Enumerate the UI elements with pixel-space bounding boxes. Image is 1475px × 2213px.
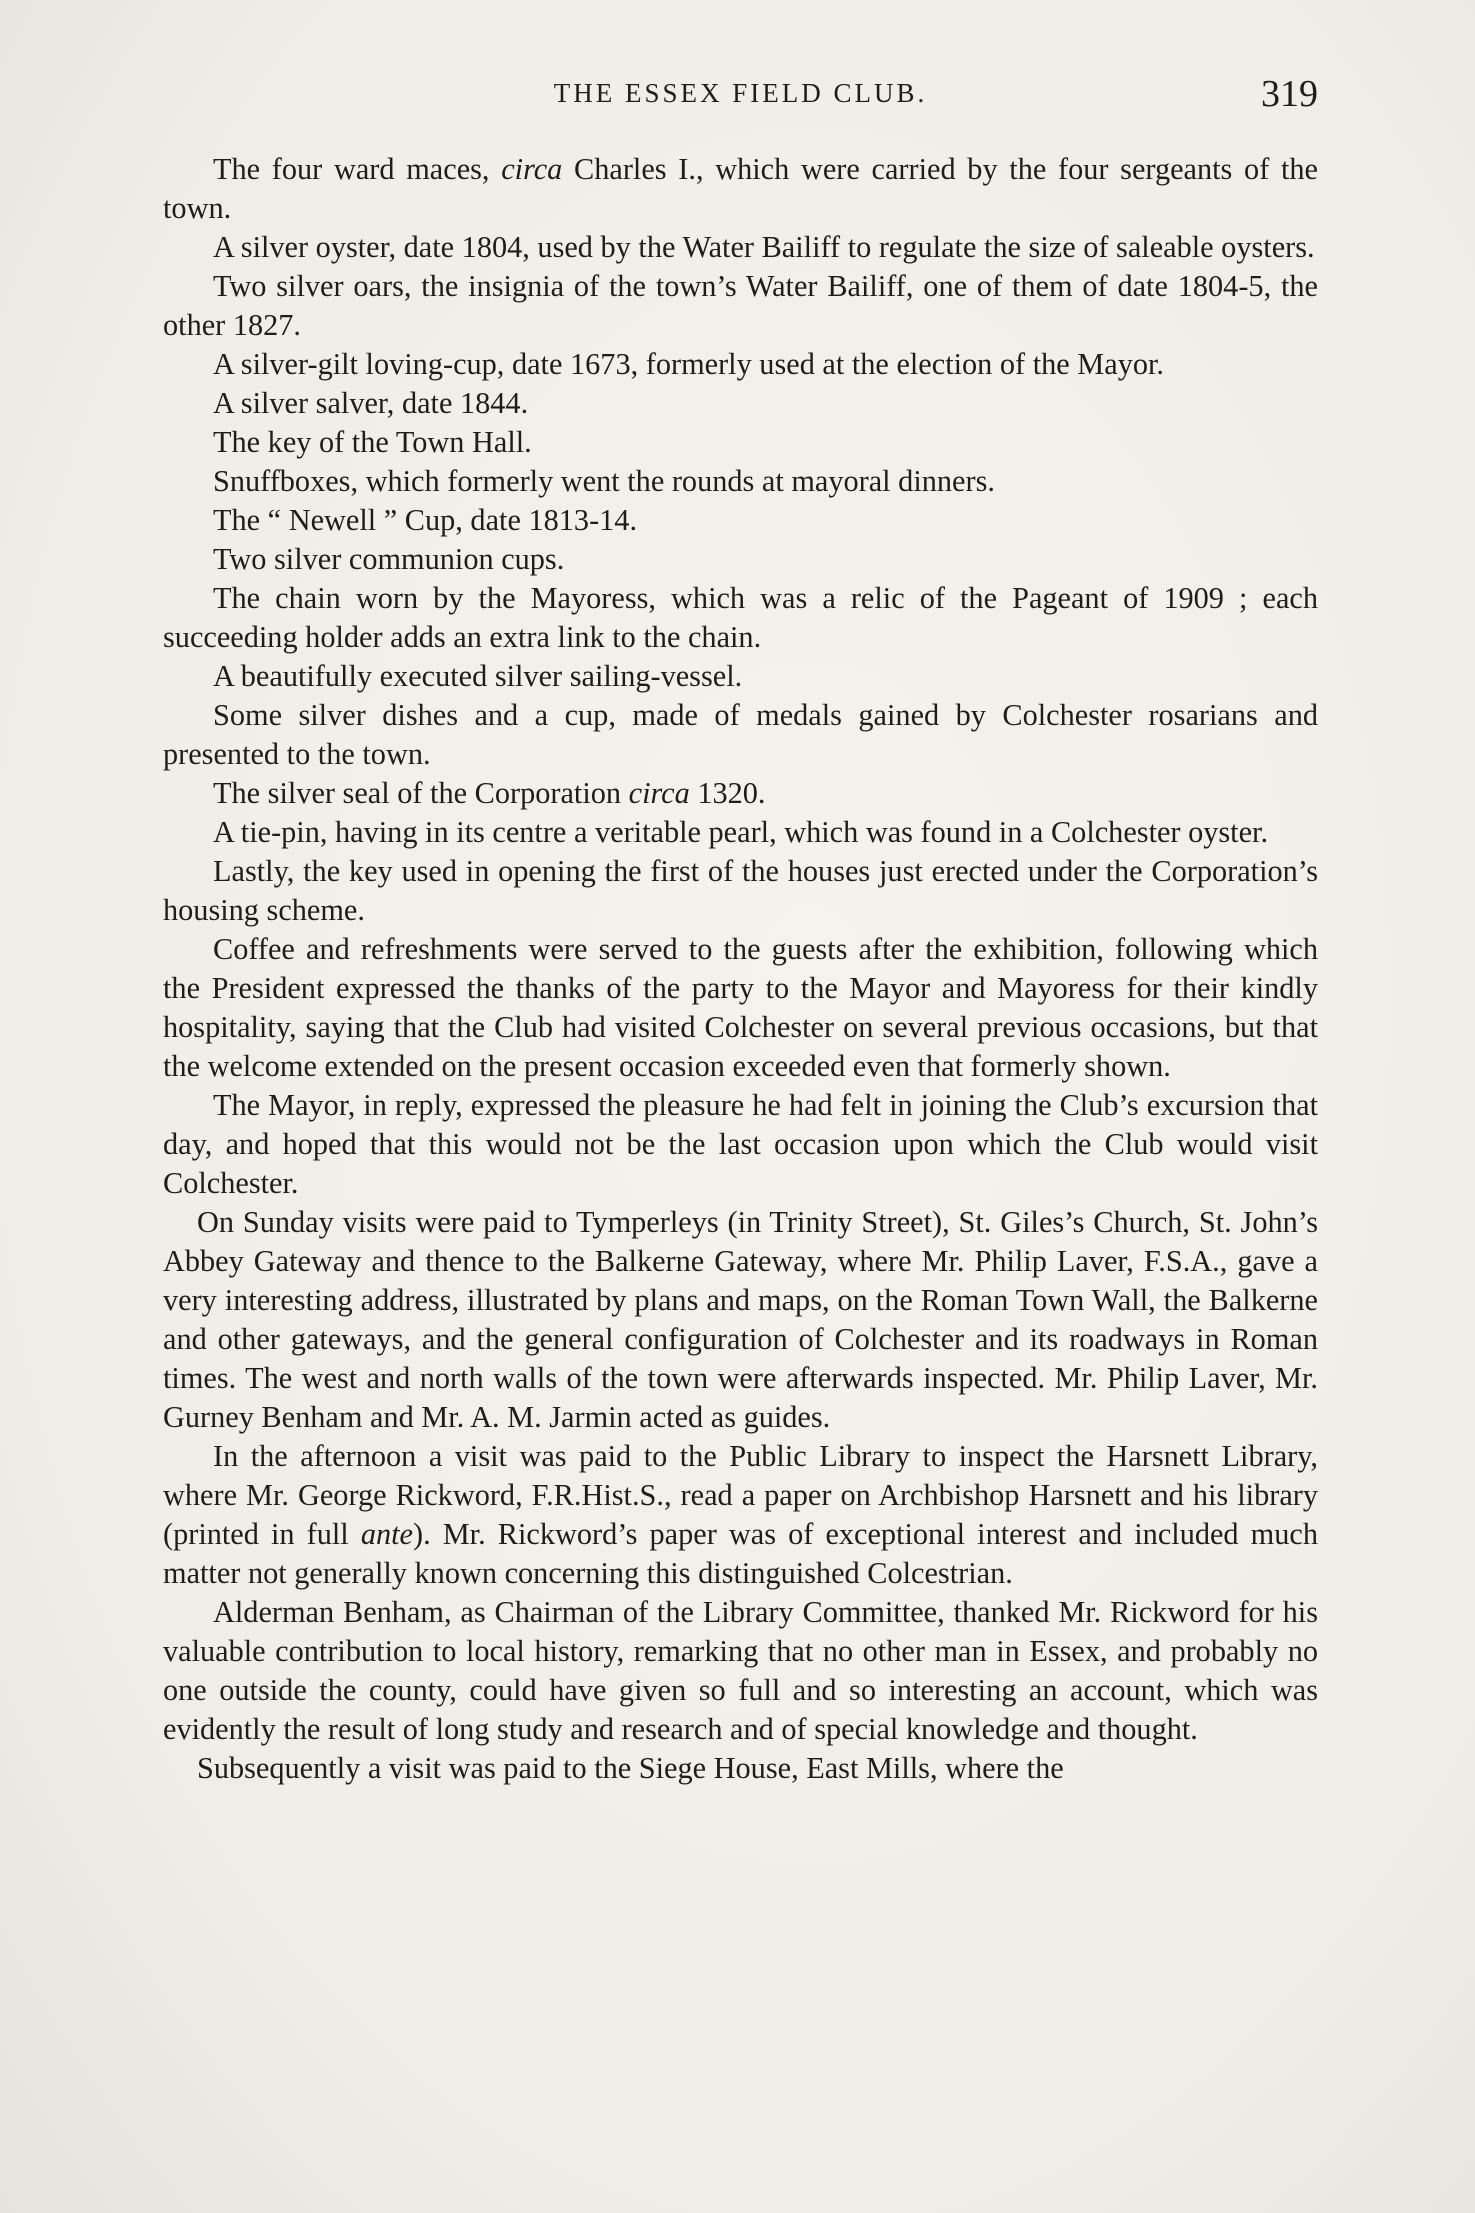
paragraph: The key of the Town Hall.: [213, 425, 532, 459]
running-title: THE ESSEX FIELD CLUB.: [553, 78, 928, 108]
paragraph: Some silver dishes and a cup, made of medals gained by Colchester rosarians and presented to the town.: [163, 698, 1318, 771]
paragraph: Snuffboxes, which formerly went the rounds at mayoral dinners.: [213, 464, 995, 498]
paragraph: Coffee and refreshments were served to the guests after the exhibition, following which the President expressed the thanks of the party to the Mayor and Mayoress for their kindly hospitality, saying that the Club had visited Colchester on several previous occasions, but that the welcome extended on the present occasion exceeded even that formerly shown.: [163, 932, 1318, 1083]
paragraph: Subsequently a visit was paid to the Siege House, East Mills, where the: [197, 1751, 1064, 1785]
paragraph: A beautifully executed silver sailing-vessel.: [213, 659, 743, 693]
paragraph: In the afternoon a visit was paid to the Public Library to inspect the Harsnett Library, where Mr. George Rickword, F.R.Hist.S., read a paper on Archbishop Harsnett and his library (printed in full ante). Mr. Rickword’s paper was of exceptional interest and included much matter not generally known concerning this distinguished Colcestrian.: [163, 1439, 1318, 1590]
page-number: 319: [1261, 73, 1318, 115]
paragraph: A tie-pin, having in its centre a veritable pearl, which was found in a Colchester oyster.: [213, 815, 1269, 849]
paragraph: Two silver communion cups.: [213, 542, 565, 576]
paragraph: The Mayor, in reply, expressed the pleasure he had felt in joining the Club’s excursion that day, and hoped that this would not be the last occasion upon which the Club would visit Colchester.: [163, 1088, 1318, 1200]
paragraph: A silver oyster, date 1804, used by the Water Bailiff to regulate the size of saleable oysters.: [213, 230, 1315, 264]
paragraph: A silver salver, date 1844.: [213, 386, 529, 420]
body-text: [163, 150, 1318, 1788]
paragraph: The four ward maces, circa Charles I., which were carried by the four sergeants of the town.: [163, 152, 1318, 225]
paragraph: Alderman Benham, as Chairman of the Library Committee, thanked Mr. Rickword for his valuable contribution to local history, remarking that no other man in Essex, and probably no one outside the county, could have given so full and so interesting an account, which was evidently the result of long study and research and of special knowledge and thought.: [163, 1595, 1318, 1746]
paragraph: The silver seal of the Corporation circa 1320.: [213, 776, 766, 810]
paragraph: A silver-gilt loving-cup, date 1673, formerly used at the election of the Mayor.: [213, 347, 1164, 381]
running-head: [163, 73, 1318, 118]
paragraph: Two silver oars, the insignia of the town’s Water Bailiff, one of them of date 1804-5, the other 1827.: [163, 269, 1318, 342]
paragraph: On Sunday visits were paid to Tymperleys (in Trinity Street), St. Giles’s Church, St. John’s Abbey Gateway and thence to the Balkerne Gateway, where Mr. Philip Laver, F.S.A., gave a very interesting address, illustrated by plans and maps, on the Roman Town Wall, the Balkerne and other gateways, and the general configuration of Colchester and its roadways in Roman times. The west and north walls of the town were afterwards inspected. Mr. Philip Laver, Mr. Gurney Benham and Mr. A. M. Jarmin acted as guides.: [163, 1205, 1318, 1434]
paragraph: The “ Newell ” Cup, date 1813-14.: [213, 503, 638, 537]
paragraph: Lastly, the key used in opening the first of the houses just erected under the Corporation’s housing scheme.: [163, 854, 1318, 927]
paragraph: The chain worn by the Mayoress, which was a relic of the Pageant of 1909 ; each succeeding holder adds an extra link to the chain.: [163, 581, 1318, 654]
